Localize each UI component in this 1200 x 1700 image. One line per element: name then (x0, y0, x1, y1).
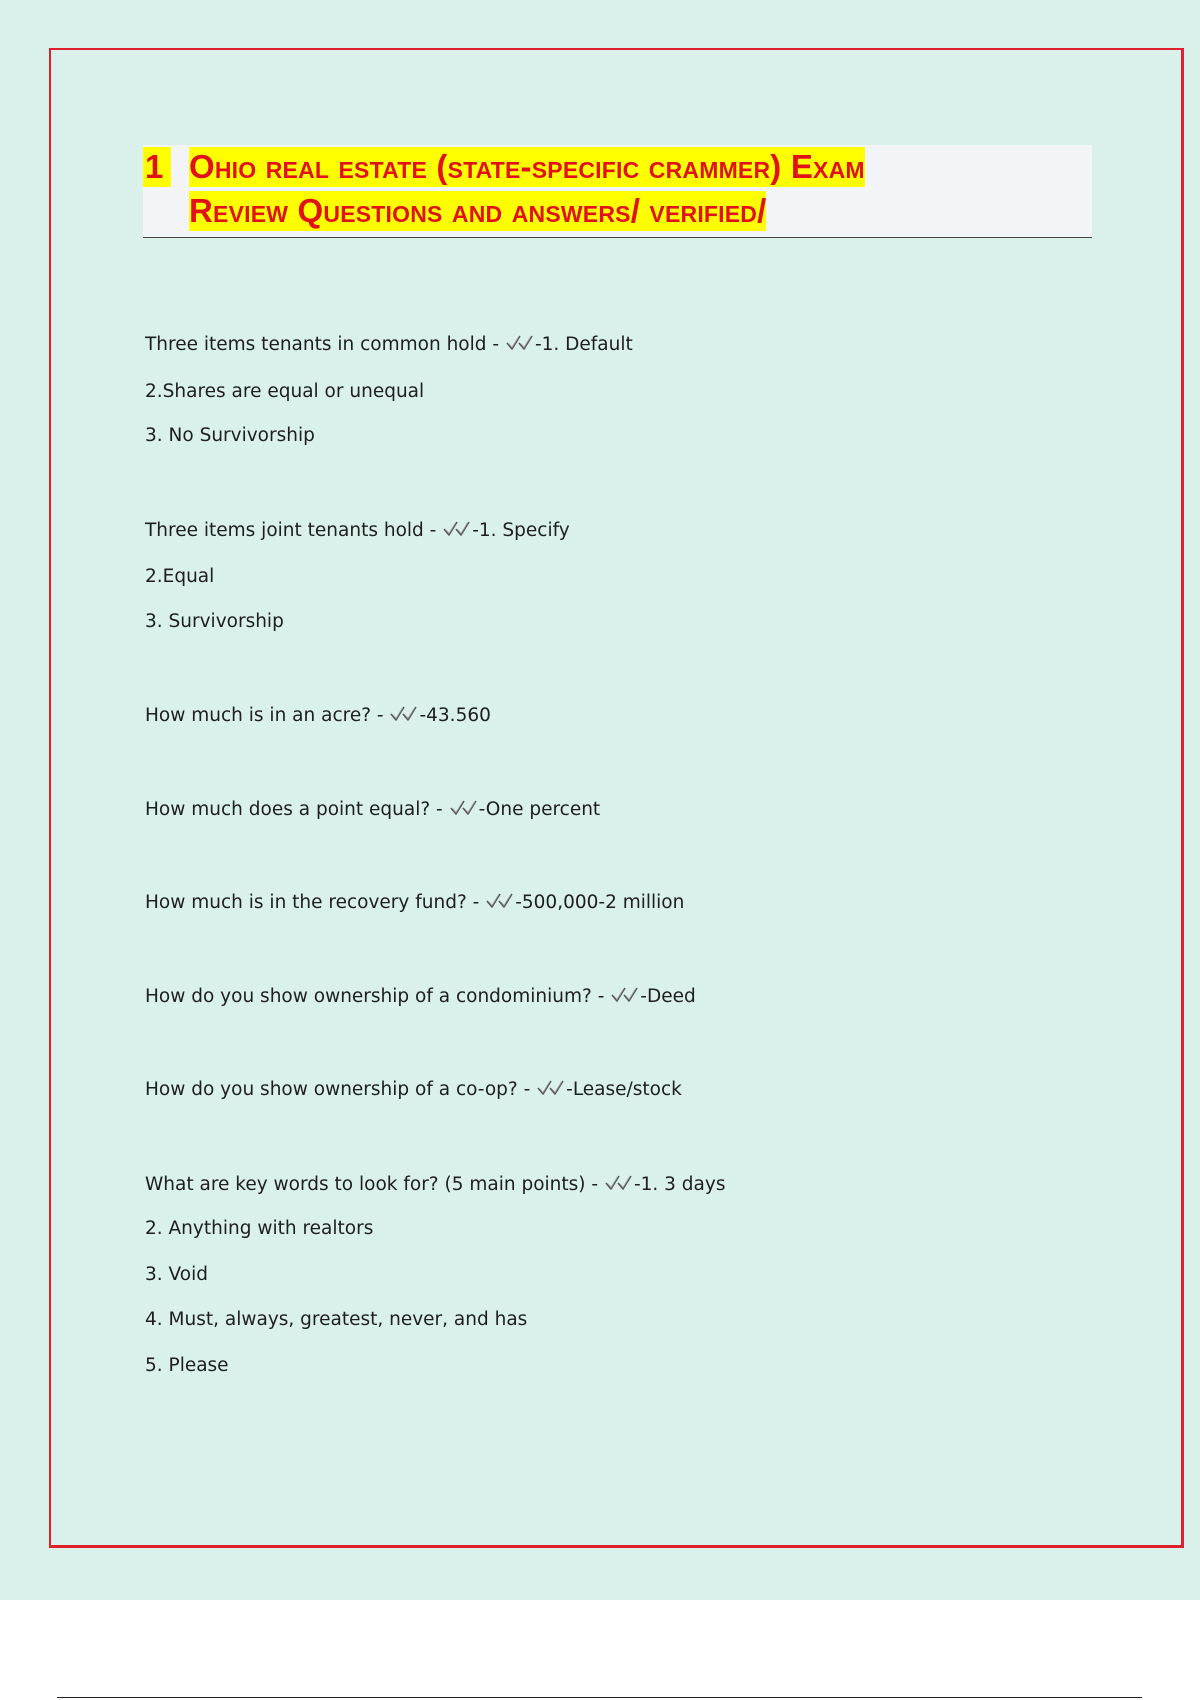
line-text: Three items joint tenants hold - (145, 520, 443, 541)
answer-text: -One percent (478, 799, 601, 820)
answer-text: -Lease/stock (566, 1079, 682, 1100)
answer-line (145, 1354, 1045, 1378)
heading-number: 1 (143, 147, 171, 187)
question-line (145, 1078, 1045, 1102)
answer-text: -1. 3 days (633, 1174, 726, 1195)
double-check-icon-wrap (442, 520, 472, 541)
double-check-icon-wrap (485, 892, 515, 913)
question-line (145, 704, 1045, 728)
answer-text: -Deed (640, 986, 696, 1007)
question-line (145, 1173, 1045, 1197)
line-text: How much does a point equal? - (145, 799, 449, 820)
answer-line (145, 610, 1045, 634)
double-check-icon-wrap (389, 705, 419, 726)
answer-line (145, 1308, 1045, 1332)
double-check-icon-wrap (505, 334, 535, 355)
line-text: 3. Survivorship (145, 611, 284, 632)
double-check-icon (449, 798, 479, 818)
double-check-icon (485, 891, 515, 911)
answer-line (145, 1263, 1045, 1287)
line-text: 2.Equal (145, 566, 215, 587)
double-check-icon (389, 704, 419, 724)
answer-line (145, 565, 1045, 589)
double-check-icon-wrap (604, 1174, 634, 1195)
double-check-icon-wrap (610, 986, 640, 1007)
double-check-icon-wrap (536, 1079, 566, 1100)
double-check-icon (610, 985, 640, 1005)
line-text: How much is in the recovery fund? - (145, 892, 486, 913)
line-text: 2. Anything with realtors (145, 1218, 374, 1239)
line-text: Three items tenants in common hold - (145, 334, 505, 355)
double-check-icon (505, 333, 535, 353)
line-text: 5. Please (145, 1355, 229, 1376)
line-text: How much is in an acre? - (145, 705, 390, 726)
double-check-icon-wrap (449, 799, 479, 820)
line-text: 3. Void (145, 1264, 208, 1285)
line-text: 3. No Survivorship (145, 425, 315, 446)
question-line (145, 985, 1045, 1009)
answer-text: -1. Specify (472, 520, 570, 541)
heading-title-line-2: Review Questions and answers/ verified/ (189, 192, 767, 229)
footer-rule (57, 1697, 1142, 1698)
answer-line (145, 1217, 1045, 1241)
answer-text: -1. Default (534, 334, 633, 355)
double-check-icon (604, 1173, 634, 1193)
double-check-icon (536, 1078, 566, 1098)
double-check-icon (442, 519, 472, 539)
question-line (145, 798, 1045, 822)
line-text: 2.Shares are equal or unequal (145, 381, 425, 402)
answer-line (145, 380, 1045, 404)
question-line (145, 333, 1045, 357)
line-text: 4. Must, always, greatest, never, and has (145, 1309, 528, 1330)
answer-text: -43.560 (419, 705, 491, 726)
question-line (145, 891, 1045, 915)
question-line (145, 519, 1045, 543)
line-text: What are key words to look for? (5 main points) - (145, 1174, 604, 1195)
answer-text: -500,000-2 million (515, 892, 685, 913)
answer-line (145, 424, 1045, 448)
line-text: How do you show ownership of a condominium? - (145, 986, 611, 1007)
line-text: How do you show ownership of a co-op? - (145, 1079, 537, 1100)
heading-title-line-1: Ohio real estate (state-specific crammer) Exam (189, 148, 865, 185)
